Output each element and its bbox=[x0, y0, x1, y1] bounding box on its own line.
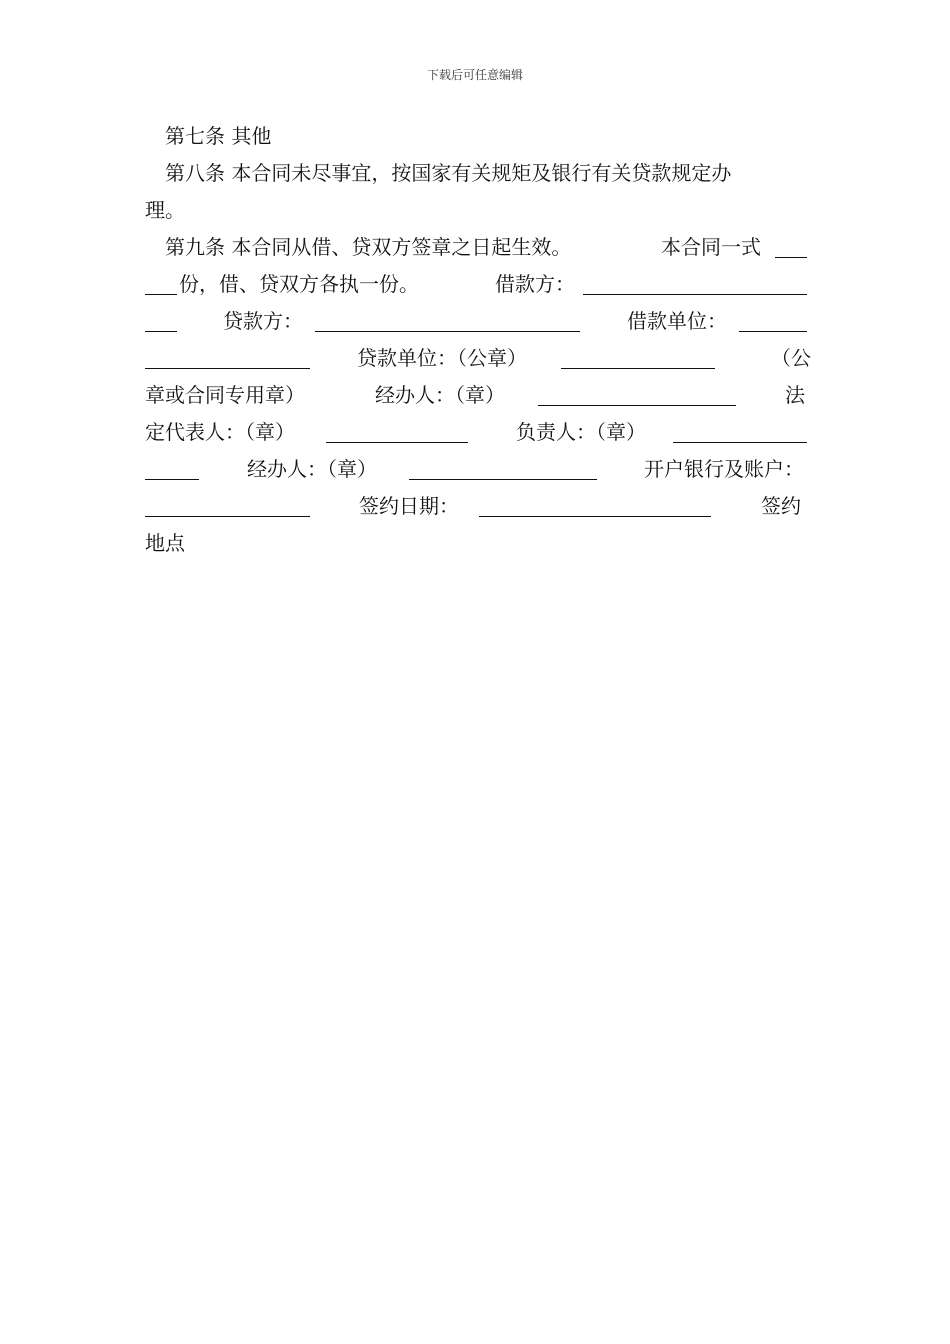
lender-label: 贷款方： bbox=[223, 309, 303, 333]
seal-note-a: （公 bbox=[771, 346, 811, 370]
document-line-9 bbox=[145, 414, 807, 451]
agent-label-2: 经办人：（章） bbox=[247, 457, 377, 481]
sign-date-blank[interactable] bbox=[479, 516, 711, 517]
borrower-unit-blank[interactable] bbox=[739, 331, 807, 332]
legal-rep-b: 定代表人：（章） bbox=[145, 420, 295, 444]
document-line-12 bbox=[145, 525, 807, 562]
document-line-10 bbox=[145, 451, 807, 488]
responsible-blank[interactable] bbox=[673, 442, 807, 443]
agent-blank-2[interactable] bbox=[409, 479, 597, 480]
document-line-8 bbox=[145, 377, 807, 414]
document-line-11 bbox=[145, 488, 807, 525]
article-8-line-2: 理。 bbox=[145, 198, 185, 222]
document-line-5 bbox=[145, 266, 807, 303]
borrower-unit-label: 借款单位： bbox=[627, 309, 727, 333]
legal-rep-blank[interactable] bbox=[326, 442, 468, 443]
copies-prefix: 本合同一式 bbox=[661, 235, 761, 259]
page-header-note: 下载后可任意编辑 bbox=[426, 68, 523, 82]
copies-count-blank-cont[interactable] bbox=[145, 294, 177, 295]
article-9: 第九条 本合同从借、贷双方签章之日起生效。 bbox=[165, 235, 572, 259]
document-line-2 bbox=[145, 155, 807, 192]
responsible-blank-cont[interactable] bbox=[145, 479, 199, 480]
document-line-3 bbox=[145, 192, 807, 229]
sign-place-b: 地点 bbox=[145, 531, 185, 555]
borrower-unit-blank-cont[interactable] bbox=[145, 368, 310, 369]
copies-count-blank[interactable] bbox=[775, 257, 807, 258]
agent-blank-1[interactable] bbox=[538, 405, 736, 406]
bank-account-label: 开户银行及账户： bbox=[644, 457, 804, 481]
legal-rep-a: 法 bbox=[785, 383, 805, 407]
article-8-line-1: 第八条 本合同未尽事宜，按国家有关规矩及银行有关贷款规定办 bbox=[165, 161, 732, 185]
bank-account-blank[interactable] bbox=[145, 516, 310, 517]
lender-unit-label: 贷款单位：（公章） bbox=[357, 346, 527, 370]
document-line-7 bbox=[145, 340, 811, 377]
copies-suffix: 份，借、贷双方各执一份。 bbox=[179, 272, 419, 296]
document-line-1 bbox=[145, 118, 807, 155]
borrower-label: 借款方： bbox=[495, 272, 575, 296]
article-7: 第七条 其他 bbox=[165, 124, 272, 148]
agent-label-1: 经办人：（章） bbox=[375, 383, 505, 407]
document-line-4 bbox=[145, 229, 807, 266]
sign-date-label: 签约日期： bbox=[359, 494, 459, 518]
lender-unit-blank[interactable] bbox=[561, 368, 715, 369]
responsible-label: 负责人：（章） bbox=[516, 420, 646, 444]
sign-place-a: 签约 bbox=[761, 494, 801, 518]
borrower-blank-cont[interactable] bbox=[145, 331, 177, 332]
borrower-blank[interactable] bbox=[583, 294, 807, 295]
document-line-6 bbox=[145, 303, 807, 340]
lender-blank[interactable] bbox=[315, 331, 580, 332]
seal-note-b: 章或合同专用章） bbox=[145, 383, 305, 407]
